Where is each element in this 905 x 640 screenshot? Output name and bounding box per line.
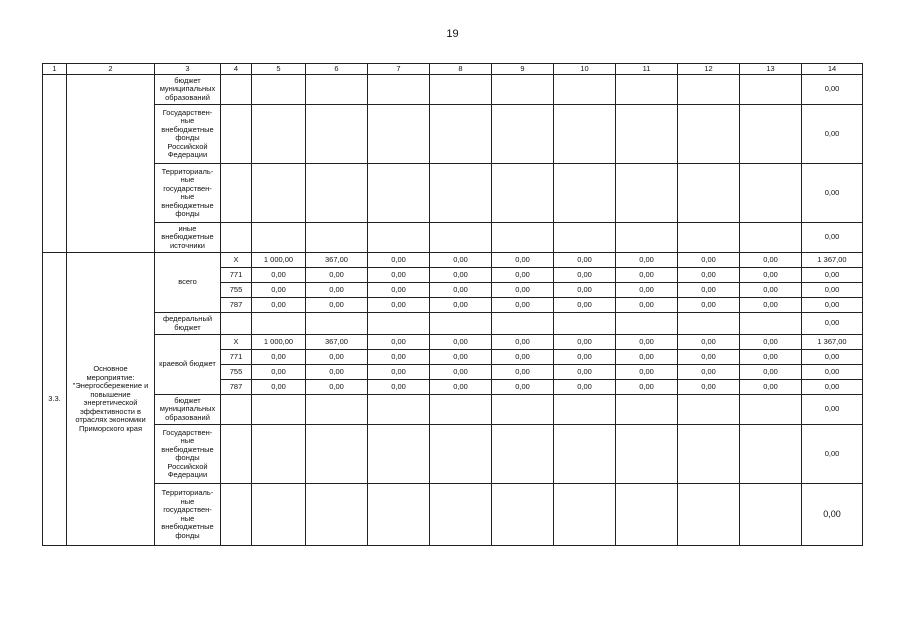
tail-empty-cell <box>740 395 802 425</box>
value-cell: 0,00 <box>616 365 678 380</box>
col-num-6: 6 <box>306 64 368 75</box>
tail-empty-cell <box>678 395 740 425</box>
federal-empty-cell <box>430 313 492 335</box>
top-empty-cell <box>492 223 554 253</box>
value-cell: 0,00 <box>252 380 306 395</box>
value-cell: 0,00 <box>802 268 863 283</box>
value-cell: 0,00 <box>740 335 802 350</box>
value-cell: 0,00 <box>368 350 430 365</box>
top-empty-cell <box>252 105 306 164</box>
col-num-3: 3 <box>155 64 221 75</box>
value-cell: 0,00 <box>616 335 678 350</box>
tail-empty-cell <box>306 484 368 546</box>
value-cell: 0,00 <box>252 365 306 380</box>
federal-empty-cell <box>221 313 252 335</box>
top-empty-cell <box>740 164 802 223</box>
value-cell: 0,00 <box>492 335 554 350</box>
value-cell: 0,00 <box>554 283 616 298</box>
top-empty-cell <box>221 75 252 105</box>
prev-title-cell <box>67 75 155 253</box>
tail-empty-cell <box>740 425 802 484</box>
budget-table <box>42 63 863 546</box>
tail-empty-cell <box>492 395 554 425</box>
value-cell: 0,00 <box>492 268 554 283</box>
funding-source-label: федеральный бюджет <box>155 313 221 335</box>
value-cell: 0,00 <box>616 268 678 283</box>
funding-source-label: иные внебюджетные источники <box>155 223 221 253</box>
top-empty-cell <box>492 164 554 223</box>
tail-empty-cell <box>616 484 678 546</box>
value-cell: 0,00 <box>554 380 616 395</box>
col-num-9: 9 <box>492 64 554 75</box>
tail-empty-cell <box>430 425 492 484</box>
total-cell: 0,00 <box>802 425 863 484</box>
table-row <box>43 105 863 164</box>
value-cell: 0,00 <box>802 365 863 380</box>
value-cell: 0,00 <box>306 298 368 313</box>
funding-source-label: Территориаль-ные государствен-ные внебюджетные фонды <box>155 484 221 546</box>
col-num-14: 14 <box>802 64 863 75</box>
value-cell: 1 367,00 <box>802 253 863 268</box>
tail-empty-cell <box>492 425 554 484</box>
value-cell: 0,00 <box>430 253 492 268</box>
total-cell: 0,00 <box>802 395 863 425</box>
funding-source-label: краевой бюджет <box>155 335 221 395</box>
top-empty-cell <box>252 75 306 105</box>
col-num-7: 7 <box>368 64 430 75</box>
top-empty-cell <box>740 105 802 164</box>
table-row <box>43 425 863 484</box>
value-cell: 0,00 <box>368 335 430 350</box>
prev-number-cell <box>43 75 67 253</box>
value-cell: 0,00 <box>678 365 740 380</box>
budget-code-cell: 771 <box>221 350 252 365</box>
value-cell: 0,00 <box>554 268 616 283</box>
top-empty-cell <box>368 105 430 164</box>
col-num-5: 5 <box>252 64 306 75</box>
value-cell: 0,00 <box>616 283 678 298</box>
top-empty-cell <box>252 223 306 253</box>
value-cell: 0,00 <box>678 253 740 268</box>
table-row <box>43 335 863 350</box>
value-cell: 0,00 <box>430 350 492 365</box>
value-cell: 0,00 <box>306 283 368 298</box>
value-cell: 0,00 <box>678 298 740 313</box>
budget-code-cell: X <box>221 335 252 350</box>
col-num-10: 10 <box>554 64 616 75</box>
tail-empty-cell <box>430 395 492 425</box>
tail-empty-cell <box>306 425 368 484</box>
budget-code-cell: 755 <box>221 283 252 298</box>
tail-empty-cell <box>368 484 430 546</box>
value-cell: 0,00 <box>368 253 430 268</box>
tail-empty-cell <box>554 425 616 484</box>
value-cell: 1 000,00 <box>252 335 306 350</box>
tail-empty-cell <box>252 395 306 425</box>
value-cell: 1 000,00 <box>252 253 306 268</box>
col-num-13: 13 <box>740 64 802 75</box>
value-cell: 0,00 <box>802 298 863 313</box>
value-cell: 0,00 <box>678 380 740 395</box>
table-row <box>43 75 863 105</box>
value-cell: 0,00 <box>554 350 616 365</box>
value-cell: 0,00 <box>368 268 430 283</box>
value-cell: 0,00 <box>554 365 616 380</box>
value-cell: 0,00 <box>616 253 678 268</box>
value-cell: 0,00 <box>306 380 368 395</box>
col-num-11: 11 <box>616 64 678 75</box>
total-cell: 0,00 <box>802 313 863 335</box>
table-row <box>43 484 863 546</box>
funding-source-label: бюджет муниципальных образований <box>155 75 221 105</box>
value-cell: 0,00 <box>430 365 492 380</box>
top-empty-cell <box>678 105 740 164</box>
value-cell: 1 367,00 <box>802 335 863 350</box>
value-cell: 0,00 <box>740 380 802 395</box>
value-cell: 0,00 <box>430 335 492 350</box>
top-empty-cell <box>430 164 492 223</box>
value-cell: 0,00 <box>740 365 802 380</box>
value-cell: 0,00 <box>492 350 554 365</box>
top-empty-cell <box>368 164 430 223</box>
value-cell: 0,00 <box>252 268 306 283</box>
value-cell: 0,00 <box>492 380 554 395</box>
top-empty-cell <box>554 105 616 164</box>
col-num-4: 4 <box>221 64 252 75</box>
table-row <box>43 313 863 335</box>
top-empty-cell <box>616 223 678 253</box>
federal-empty-cell <box>740 313 802 335</box>
measure-title: Основное мероприятие: "Энергосбережение и повышение энергетической эффективности в отраслях экономики Приморского края <box>67 253 155 546</box>
col-num-2: 2 <box>67 64 155 75</box>
total-cell: 0,00 <box>802 164 863 223</box>
top-empty-cell <box>616 164 678 223</box>
value-cell: 0,00 <box>492 365 554 380</box>
top-empty-cell <box>678 223 740 253</box>
top-empty-cell <box>616 105 678 164</box>
table-row <box>43 253 863 268</box>
tail-empty-cell <box>492 484 554 546</box>
funding-source-label: Государствен-ные внебюджетные фонды Российской Федерации <box>155 425 221 484</box>
funding-source-label: Государствен-ные внебюджетные фонды Российской Федерации <box>155 105 221 164</box>
funding-source-label: всего <box>155 253 221 313</box>
value-cell: 0,00 <box>678 350 740 365</box>
value-cell: 0,00 <box>492 298 554 313</box>
value-cell: 0,00 <box>368 380 430 395</box>
tail-empty-cell <box>740 484 802 546</box>
value-cell: 0,00 <box>740 253 802 268</box>
tail-empty-cell <box>368 395 430 425</box>
funding-source-label: Территориаль-ные государствен-ные внебюджетные фонды <box>155 164 221 223</box>
table-row <box>43 164 863 223</box>
funding-source-label: бюджет муниципальных образований <box>155 395 221 425</box>
total-cell: 0,00 <box>802 484 863 546</box>
total-cell: 0,00 <box>802 105 863 164</box>
tail-empty-cell <box>678 425 740 484</box>
col-num-8: 8 <box>430 64 492 75</box>
value-cell: 0,00 <box>740 298 802 313</box>
tail-empty-cell <box>554 484 616 546</box>
top-empty-cell <box>554 223 616 253</box>
value-cell: 0,00 <box>554 253 616 268</box>
top-empty-cell <box>368 223 430 253</box>
page-number: 19 <box>446 28 459 40</box>
federal-empty-cell <box>554 313 616 335</box>
budget-code-cell: 771 <box>221 268 252 283</box>
col-num-12: 12 <box>678 64 740 75</box>
tail-empty-cell <box>554 395 616 425</box>
budget-code-cell: 787 <box>221 298 252 313</box>
value-cell: 0,00 <box>740 283 802 298</box>
value-cell: 0,00 <box>678 268 740 283</box>
total-cell: 0,00 <box>802 223 863 253</box>
top-empty-cell <box>430 105 492 164</box>
top-empty-cell <box>492 75 554 105</box>
value-cell: 0,00 <box>306 268 368 283</box>
tail-empty-cell <box>252 484 306 546</box>
federal-empty-cell <box>492 313 554 335</box>
tail-empty-cell <box>221 425 252 484</box>
value-cell: 0,00 <box>616 298 678 313</box>
top-empty-cell <box>306 223 368 253</box>
value-cell: 0,00 <box>306 365 368 380</box>
tail-empty-cell <box>678 484 740 546</box>
value-cell: 0,00 <box>368 365 430 380</box>
col-num-1: 1 <box>43 64 67 75</box>
value-cell: 0,00 <box>368 283 430 298</box>
value-cell: 0,00 <box>616 350 678 365</box>
top-empty-cell <box>492 105 554 164</box>
top-empty-cell <box>368 75 430 105</box>
budget-code-cell: 787 <box>221 380 252 395</box>
value-cell: 0,00 <box>802 380 863 395</box>
top-empty-cell <box>554 164 616 223</box>
top-empty-cell <box>740 223 802 253</box>
value-cell: 0,00 <box>678 283 740 298</box>
tail-empty-cell <box>252 425 306 484</box>
value-cell: 0,00 <box>252 350 306 365</box>
value-cell: 367,00 <box>306 335 368 350</box>
value-cell: 0,00 <box>678 335 740 350</box>
value-cell: 0,00 <box>492 283 554 298</box>
column-number-row <box>43 64 863 75</box>
value-cell: 0,00 <box>252 283 306 298</box>
value-cell: 0,00 <box>430 268 492 283</box>
table-row <box>43 223 863 253</box>
federal-empty-cell <box>306 313 368 335</box>
table-body <box>43 64 863 546</box>
federal-empty-cell <box>368 313 430 335</box>
top-empty-cell <box>306 164 368 223</box>
top-empty-cell <box>221 164 252 223</box>
federal-empty-cell <box>678 313 740 335</box>
value-cell: 0,00 <box>368 298 430 313</box>
top-empty-cell <box>554 75 616 105</box>
value-cell: 0,00 <box>616 380 678 395</box>
value-cell: 0,00 <box>430 298 492 313</box>
measure-number: 3.3. <box>43 253 67 546</box>
tail-empty-cell <box>221 484 252 546</box>
federal-empty-cell <box>252 313 306 335</box>
value-cell: 0,00 <box>802 283 863 298</box>
value-cell: 0,00 <box>430 283 492 298</box>
top-empty-cell <box>306 75 368 105</box>
value-cell: 0,00 <box>740 268 802 283</box>
value-cell: 0,00 <box>740 350 802 365</box>
value-cell: 0,00 <box>554 335 616 350</box>
value-cell: 0,00 <box>492 253 554 268</box>
top-empty-cell <box>678 164 740 223</box>
top-empty-cell <box>221 105 252 164</box>
tail-empty-cell <box>306 395 368 425</box>
top-empty-cell <box>616 75 678 105</box>
tail-empty-cell <box>616 425 678 484</box>
top-empty-cell <box>430 223 492 253</box>
top-empty-cell <box>221 223 252 253</box>
value-cell: 367,00 <box>306 253 368 268</box>
budget-code-cell: 755 <box>221 365 252 380</box>
value-cell: 0,00 <box>554 298 616 313</box>
total-cell: 0,00 <box>802 75 863 105</box>
value-cell: 0,00 <box>306 350 368 365</box>
top-empty-cell <box>430 75 492 105</box>
table-row <box>43 395 863 425</box>
top-empty-cell <box>678 75 740 105</box>
tail-empty-cell <box>430 484 492 546</box>
tail-empty-cell <box>616 395 678 425</box>
top-empty-cell <box>306 105 368 164</box>
top-empty-cell <box>740 75 802 105</box>
budget-code-cell: X <box>221 253 252 268</box>
federal-empty-cell <box>616 313 678 335</box>
tail-empty-cell <box>368 425 430 484</box>
value-cell: 0,00 <box>802 350 863 365</box>
value-cell: 0,00 <box>430 380 492 395</box>
top-empty-cell <box>252 164 306 223</box>
value-cell: 0,00 <box>252 298 306 313</box>
tail-empty-cell <box>221 395 252 425</box>
